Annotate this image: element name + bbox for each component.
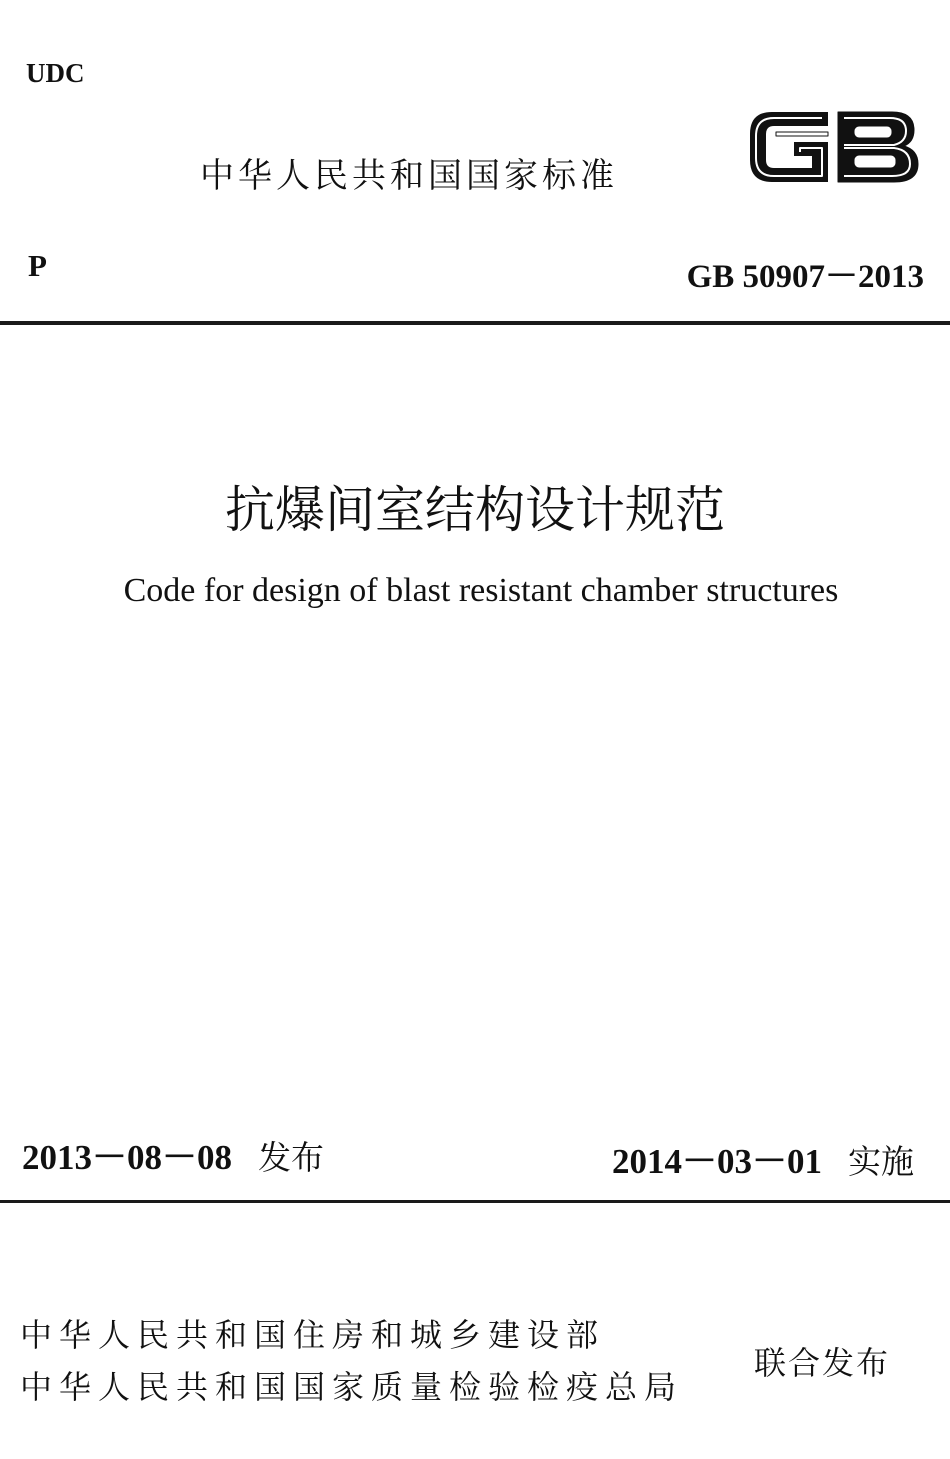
category-code: P [28,248,47,283]
issuer-ministry-housing: 中华人民共和国住房和城乡建设部 [20,1316,606,1354]
top-divider [0,321,950,325]
issuer-quality-inspection: 中华人民共和国国家质量检验检疫总局 [20,1368,684,1406]
implementation-date-block [612,1134,914,1184]
implementation-date: 2014－03－01 [611,1142,822,1181]
bottom-divider [0,1200,950,1203]
standard-type-heading: 中华人民共和国国家标准 [200,156,618,196]
udc-label: UDC [26,58,85,88]
issue-date: 2013－08－08 [22,1138,233,1177]
issue-date-block [22,1130,324,1180]
implementation-label: 实施 [848,1142,914,1181]
issue-label: 发布 [258,1138,325,1177]
gb-logo [742,98,924,194]
title-chinese: 抗爆间室结构设计规范 [225,481,725,539]
title-english: Code for design of blast resistant chamber structures [123,572,839,609]
joint-issue-label: 联合发布 [754,1344,891,1382]
standard-number: GB 50907－2013 [686,259,924,295]
